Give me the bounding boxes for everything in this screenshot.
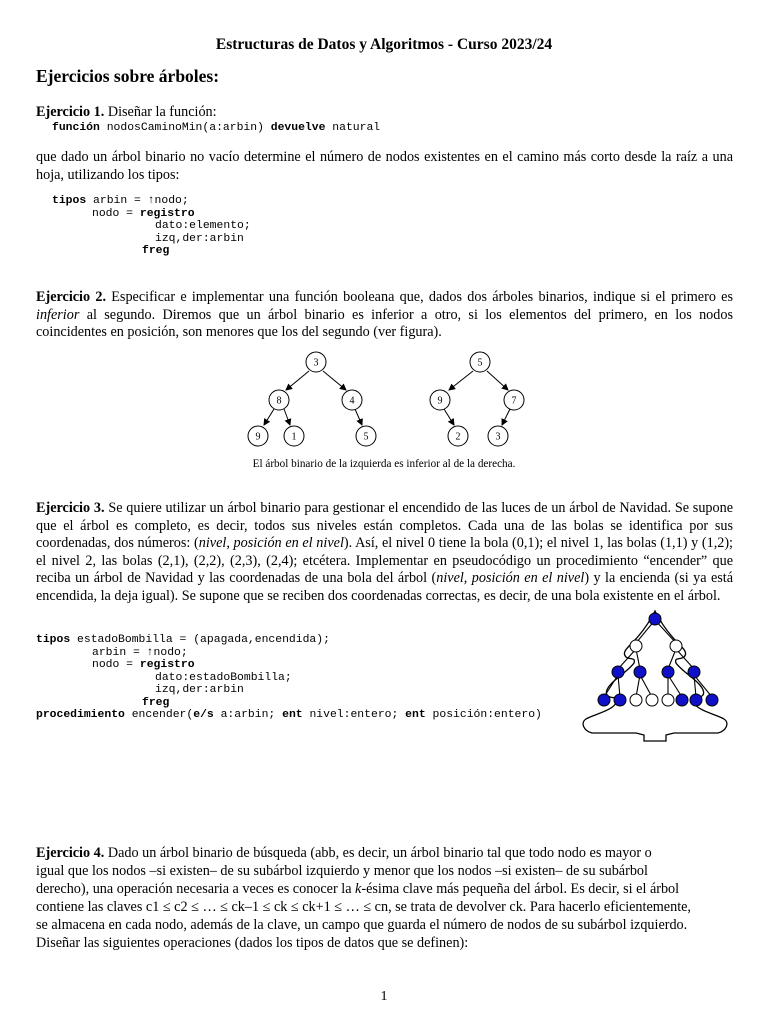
sig-mid: nodosCaminoMin(a:arbin) xyxy=(99,122,271,134)
ej4-k: k xyxy=(355,881,362,897)
ball-off xyxy=(662,694,674,706)
ball-on xyxy=(690,694,702,706)
ball-on xyxy=(649,613,661,625)
ej1-code-line4: izq,der:arbin xyxy=(155,232,244,245)
ej1-code-line2 xyxy=(92,208,195,221)
edge xyxy=(444,409,454,425)
ej3-code-line1 xyxy=(36,634,330,647)
kw-devuelve: devuelve xyxy=(270,122,326,134)
ej2-inferior: inferior xyxy=(36,306,80,323)
ball-on xyxy=(676,694,688,706)
ball-on xyxy=(598,694,610,706)
ej3-code-line3 xyxy=(92,659,195,672)
code-text: estadoBombilla = (apagada,encendida); xyxy=(70,634,330,646)
ej4-label: Ejercicio 4. xyxy=(36,845,105,861)
kw-tipos: tipos xyxy=(52,195,87,207)
node-label: 4 xyxy=(349,395,355,407)
node-label: 5 xyxy=(363,431,369,443)
node-label: 2 xyxy=(455,431,461,443)
ej3-text-b: ). Así, el nivel 0 tiene la bola (0,1); el nivel 1, las bolas (1,1) y (1,2); el nivel 2, las bolas (2,1), (2,2), (2,3), (2,4); etcétera. Implementar en pseudocódigo un procedimiento “encender” que reciba un árbol de Navidad y las coordenadas de una bola del árbol ( xyxy=(36,535,733,586)
ball-on xyxy=(612,666,624,678)
ej3-code-line5: izq,der:arbin xyxy=(155,684,244,696)
edge xyxy=(355,409,362,425)
ej1-code-line5: freg xyxy=(142,245,170,257)
code-text: nivel:entero; xyxy=(302,709,406,721)
kw-ent: ent xyxy=(282,709,303,721)
node-label: 8 xyxy=(276,395,282,407)
ej3-label: Ejercicio 3. xyxy=(36,500,105,516)
node-label: 3 xyxy=(313,357,319,369)
ej3-text-c: ) y la encienda (si ya está encendida, la deja igual). Se supone que se reciben dos coordenadas correctas, es decir, de una bola existente en el árbol. xyxy=(36,570,733,604)
ball-on xyxy=(614,694,626,706)
kw-funcion: función xyxy=(52,122,100,134)
ball-on xyxy=(706,694,718,706)
edge xyxy=(487,371,508,390)
ej1-code-line3: dato:elemento; xyxy=(155,220,251,232)
ej3-text xyxy=(36,500,733,605)
node-label: 9 xyxy=(255,431,261,443)
ball-on xyxy=(662,666,674,678)
ball-off xyxy=(630,694,642,706)
edge xyxy=(284,409,290,425)
ej2-figure xyxy=(236,345,536,453)
ej1-code-line1 xyxy=(52,195,189,208)
ej2-caption: El árbol binario de la izquierda es inferior al de la derecha. xyxy=(252,458,516,470)
kw-registro: registro xyxy=(139,207,195,220)
ej3-text-a: Se quiere utilizar un árbol binario para gestionar el encendido de las luces de un árbol de Navidad. Se supone que el árbol es completo, es decir, todos sus niveles están completos. Cada una de las bolas se identifica por sus coordenadas, dos números: ( xyxy=(36,500,733,551)
ej1-text: que dado un árbol binario no vacío determine el número de nodos existentes en el camino más corto desde la raíz a una hoja, utilizando los tipos: xyxy=(36,149,733,183)
ej4-line4: contiene las claves c1 ≤ c2 ≤ … ≤ ck–1 ≤ ck ≤ ck+1 ≤ … ≤ cn, se trata de devolver ck. Para hacerlo eficientemente, xyxy=(36,899,691,915)
code-text: nodo = xyxy=(92,207,140,220)
ej3-code-line6: freg xyxy=(142,696,170,709)
kw-procedimiento: procedimiento xyxy=(36,709,125,721)
ej3-code-line7 xyxy=(36,709,542,722)
code-text: a:arbin; xyxy=(213,709,283,721)
node-label: 9 xyxy=(437,395,443,407)
page-number: 1 xyxy=(380,989,388,1004)
edge xyxy=(323,371,346,390)
page-title: Estructuras de Datos y Algoritmos - Curso 2023/24 xyxy=(215,36,553,53)
edge xyxy=(502,409,510,425)
node-label: 1 xyxy=(291,431,297,443)
ej4-line3-a: derecho), una operación necesaria a veces es conocer la xyxy=(36,881,356,897)
ej3-coord: nivel, posición en el nivel xyxy=(198,535,344,551)
ej2-text-a: Especificar e implementar una función booleana que, dados dos árboles binarios, indique si el primero es xyxy=(106,289,733,305)
code-text: encender( xyxy=(124,709,194,721)
node-label: 3 xyxy=(495,431,501,443)
ej4-line5: se almacena en cada nodo, además de la clave, un campo que guarda el número de nodos de su subárbol izquierdo. xyxy=(36,917,688,933)
tree-outline xyxy=(583,611,727,741)
ej3-code-line2: arbin = ↑nodo; xyxy=(92,646,188,659)
christmas-tree-figure xyxy=(578,605,738,743)
section-heading: Ejercicios sobre árboles: xyxy=(36,66,220,86)
kw-es: e/s xyxy=(193,709,214,721)
edge xyxy=(449,371,473,390)
ej1-intro-text: Diseñar la función: xyxy=(104,104,217,120)
ej1-label: Ejercicio 1. xyxy=(36,104,105,120)
ej4-line3-b: -ésima clave más pequeña del árbol. Es decir, si el árbol xyxy=(361,881,680,897)
ej2-label: Ejercicio 2. xyxy=(36,289,106,305)
ej1-intro xyxy=(36,104,733,122)
ej3-coord-2: nivel, posición en el nivel xyxy=(436,570,585,586)
ball-on xyxy=(634,666,646,678)
kw-tipos: tipos xyxy=(36,634,71,646)
code-text: nodo = xyxy=(92,659,140,671)
node-label: 7 xyxy=(511,395,517,407)
node-label: 5 xyxy=(477,357,483,369)
ej1-signature xyxy=(52,122,380,135)
edge xyxy=(286,371,309,390)
edge xyxy=(264,409,274,425)
kw-registro: registro xyxy=(139,659,195,671)
code-text: posición:entero) xyxy=(425,709,542,721)
ball-off xyxy=(670,640,682,652)
code-text: arbin = ↑nodo; xyxy=(86,195,189,207)
ej3-code-line4: dato:estadoBombilla; xyxy=(155,671,292,684)
ball-off xyxy=(646,694,658,706)
ej4-line6: Diseñar las siguientes operaciones (dados los tipos de datos que se definen): xyxy=(36,935,469,951)
ej2-text xyxy=(36,289,733,342)
sig-end: natural xyxy=(325,122,381,134)
ej4-line3 xyxy=(36,881,679,899)
ball-on xyxy=(688,666,700,678)
ej4-line1-text: Dado un árbol binario de búsqueda (abb, es decir, un árbol binario tal que todo nodo es mayor o xyxy=(104,845,652,861)
ej4-line2: igual que los nodos –si existen– de su subárbol izquierdo y menor que los nodos –si existen– de su subárbol xyxy=(36,863,648,879)
ej4-line1 xyxy=(36,845,652,863)
ej2-text-b: al segundo. Diremos que un árbol binario es inferior a otro, si los elementos del primero, en los nodos coincidentes en posición, son menores que los del segundo (ver figura). xyxy=(36,306,733,340)
ball-off xyxy=(630,640,642,652)
kw-ent: ent xyxy=(405,709,426,721)
